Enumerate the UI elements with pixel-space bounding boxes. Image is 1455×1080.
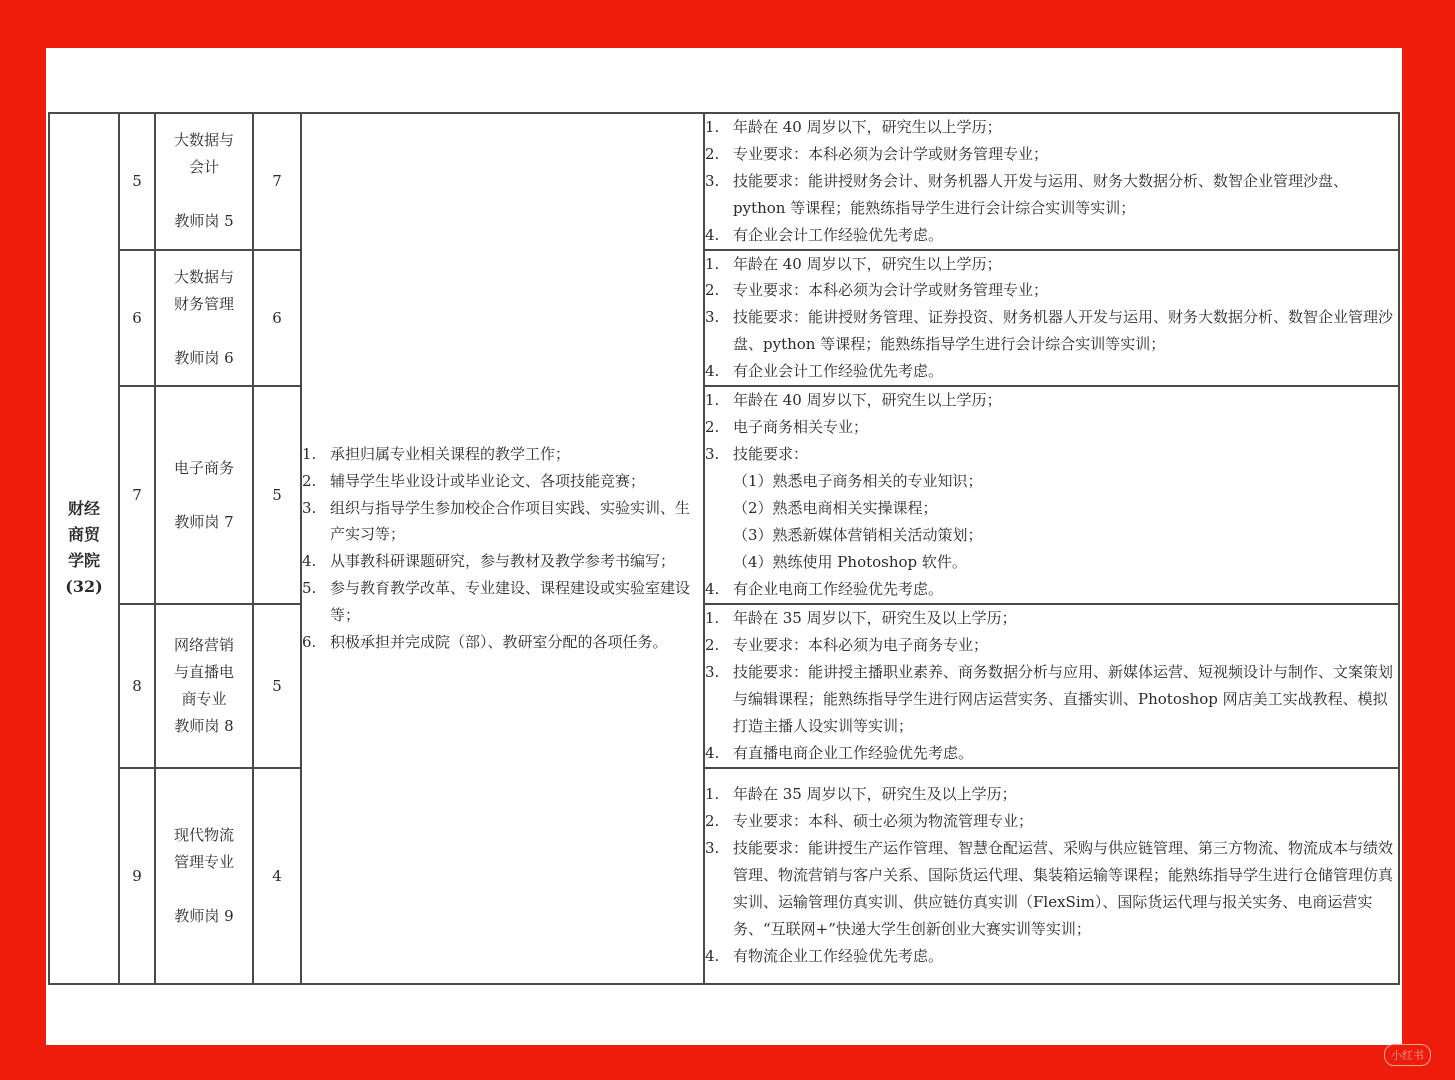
recruitment-table xyxy=(48,112,1400,985)
requirements-cell xyxy=(704,250,1399,387)
table-row xyxy=(49,604,1399,767)
table-row xyxy=(49,250,1399,387)
list-item: 6. 积极承担并完成院（部）、教研室分配的各项任务。 xyxy=(302,632,668,651)
post-number: 8 xyxy=(119,604,155,767)
list-item: 1. 年龄在 35 周岁以下，研究生及以上学历； xyxy=(705,609,1017,628)
post-number: 5 xyxy=(119,113,155,250)
list-item: 2. 电子商务相关专业； xyxy=(705,418,869,437)
post-code: 教师岗 6 xyxy=(174,348,234,367)
list-item: 3. 技能要求：能讲授生产运作管理、智慧仓配运营、采购与供应链管理、第三方物流、物流成本与绩效管理、物流营销与客户关系、国际货运代理、集装箱运输等课程；能熟练指导学生进行仓储管理仿真实训、运输管理仿真实训、供应链仿真实训（FlexSim）、国际货运代理与报关实务、电商运营实务、“互联网+”快递大学生创新创业大赛实训等实训； xyxy=(705,839,1394,938)
list-item: 4. 有企业电商工作经验优先考虑。 xyxy=(705,579,944,598)
list-item: 2. 专业要求：本科必须为会计学或财务管理专业； xyxy=(705,144,1049,163)
watermark-logo: 小红书 xyxy=(1384,1044,1431,1066)
list-subitem: （4）熟练使用 Photoshop 软件。 xyxy=(733,552,967,571)
list-item: 3. 技能要求： xyxy=(705,445,809,464)
requirements-cell xyxy=(704,113,1399,250)
list-item: 1. 年龄在 40 周岁以下，研究生以上学历； xyxy=(705,118,1002,136)
list-item: 1. 承担归属专业相关课程的教学工作； xyxy=(302,445,571,464)
post-code: 教师岗 8 xyxy=(174,716,234,735)
duties-cell xyxy=(301,113,704,984)
hiring-count: 7 xyxy=(253,113,301,250)
list-item: 1. 年龄在 40 周岁以下，研究生以上学历； xyxy=(705,254,1002,273)
hiring-count: 6 xyxy=(253,250,301,387)
list-item: 3. 组织与指导学生参加校企合作项目实践、实验实训、生产实习等； xyxy=(302,498,691,544)
list-item: 2. 专业要求：本科必须为电子商务专业； xyxy=(705,635,989,654)
post-number: 6 xyxy=(119,250,155,387)
hiring-count: 5 xyxy=(253,604,301,767)
list-item: 4. 从事教科研课题研究，参与教材及教学参考书编写； xyxy=(302,552,676,571)
requirements-cell xyxy=(704,386,1399,604)
list-item: 1. 年龄在 40 周岁以下，研究生以上学历； xyxy=(705,391,1002,410)
list-item: 3. 技能要求：能讲授主播职业素养、商务数据分析与应用、新媒体运营、短视频设计与制作、文案策划与编辑课程；能熟练指导学生进行网店运营实务、直播实训、Photoshop 网店美工实战教程、模拟打造主播人设实训等实训； xyxy=(705,662,1394,735)
post-name-cell: 大数据与 财务管理 教师岗 6 xyxy=(155,250,253,387)
list-item: 3. 技能要求：能讲授财务会计、财务机器人开发与运用、财务大数据分析、数智企业管理沙盘、python 等课程；能熟练指导学生进行会计综合实训等实训； xyxy=(705,171,1349,217)
list-item: 4. 有企业会计工作经验优先考虑。 xyxy=(705,225,944,244)
list-item: 2. 专业要求：本科必须为会计学或财务管理专业； xyxy=(705,281,1049,300)
list-item: 2. 专业要求：本科、硕士必须为物流管理专业； xyxy=(705,812,1034,831)
list-item: 2. 辅导学生毕业设计或毕业论文、各项技能竞赛； xyxy=(302,471,646,490)
list-item: 5. 参与教育教学改革、专业建设、课程建设或实验室建设等； xyxy=(302,579,691,624)
table-row xyxy=(49,386,1399,604)
requirements-cell xyxy=(704,604,1399,767)
college-cell: 财经 商贸 学院 (32) xyxy=(49,113,119,984)
hiring-count: 4 xyxy=(253,768,301,984)
table-row xyxy=(49,113,1399,250)
post-code: 教师岗 9 xyxy=(174,906,234,925)
post-code: 教师岗 7 xyxy=(174,512,234,531)
list-subitem: （2）熟悉电商相关实操课程； xyxy=(733,499,938,518)
post-name-cell: 网络营销 与直播电 商专业 教师岗 8 xyxy=(155,604,253,767)
list-item: 4. 有直播电商企业工作经验优先考虑。 xyxy=(705,743,974,762)
list-subitem: （3）熟悉新媒体营销相关活动策划； xyxy=(733,525,983,544)
list-subitem: （1）熟悉电子商务相关的专业知识； xyxy=(733,472,983,491)
post-code: 教师岗 5 xyxy=(174,212,234,231)
hiring-count: 5 xyxy=(253,386,301,604)
list-item: 1. 年龄在 35 周岁以下，研究生及以上学历； xyxy=(705,785,1017,804)
list-item: 4. 有企业会计工作经验优先考虑。 xyxy=(705,362,944,381)
post-name-cell: 电子商务 教师岗 7 xyxy=(155,386,253,604)
post-name-cell: 现代物流 管理专业 教师岗 9 xyxy=(155,768,253,984)
post-number: 7 xyxy=(119,386,155,604)
post-name-cell: 大数据与 会计 教师岗 5 xyxy=(155,113,253,250)
table-row xyxy=(49,768,1399,984)
list-item: 4. 有物流企业工作经验优先考虑。 xyxy=(705,946,944,965)
document-page xyxy=(46,48,1402,1045)
requirements-cell xyxy=(704,768,1399,984)
post-number: 9 xyxy=(119,768,155,984)
list-item: 3. 技能要求：能讲授财务管理、证券投资、财务机器人开发与运用、财务大数据分析、数智企业管理沙盘、python 等课程；能熟练指导学生进行会计综合实训等实训； xyxy=(705,308,1394,354)
